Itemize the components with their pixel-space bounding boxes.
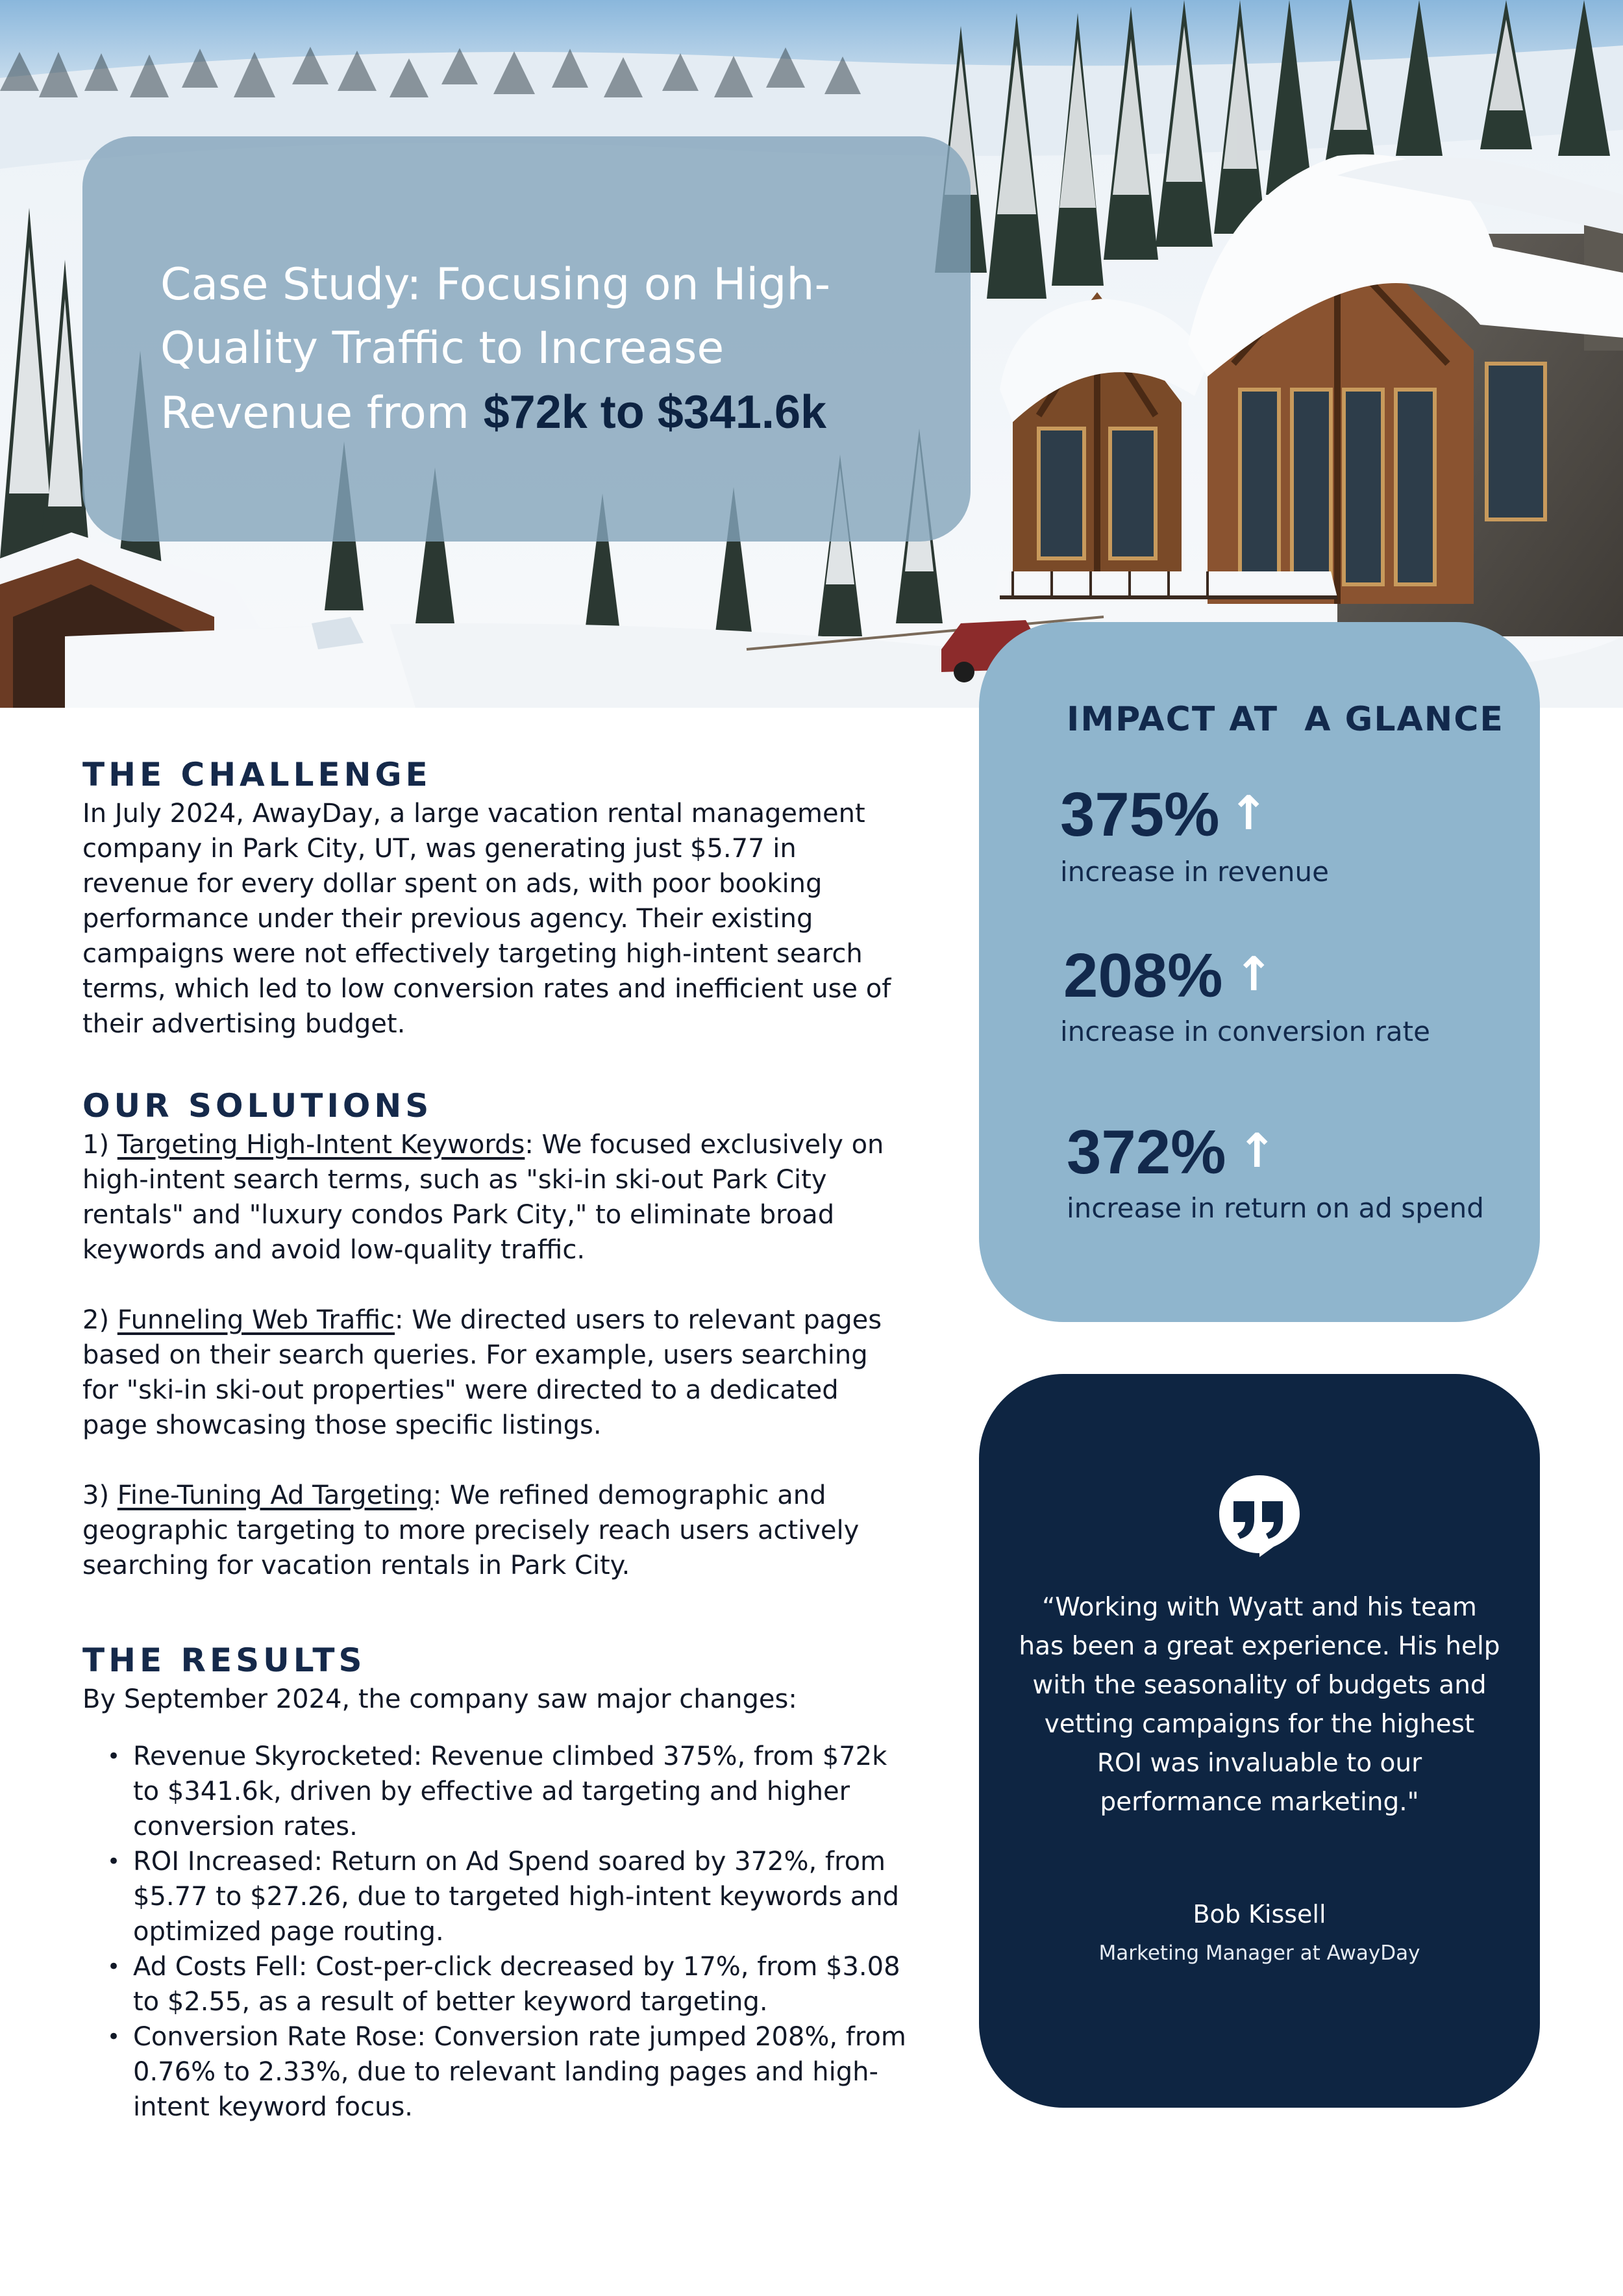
title-card (82, 136, 971, 542)
list-item (82, 2019, 907, 2125)
solution-item (82, 1127, 907, 1267)
testimonial-card (979, 1374, 1540, 2108)
stat-label-revenue: increase in revenue (1060, 856, 1329, 888)
stat-value-revenue: 375% (1060, 780, 1220, 849)
result-text: : Conversion rate jumped 208%, from 0.76% to 2.33%, due to relevant landing pages and high-intent keyword focus. (133, 2022, 906, 2122)
solution-number: 3) (82, 1480, 118, 1510)
page-title (160, 253, 926, 445)
stat-value-conversion: 208% (1063, 941, 1223, 1010)
list-item (82, 1844, 907, 1949)
solution-item (82, 1303, 907, 1443)
quote-icon (1215, 1471, 1304, 1560)
arrow-up-icon: ↑ (1234, 947, 1274, 1001)
results-heading: THE RESULTS (82, 1641, 366, 1679)
solution-title: Funneling Web Traffic (117, 1305, 395, 1335)
solution-text: : We directed users to relevant pages based on their search queries. For example, users searching for "ski-in ski-out properties" were directed to a dedicated page showcasing those specific listings. (82, 1305, 882, 1440)
testimonial-quote: “Working with Wyatt and his team has been a great experience. His help with the seasonality of budgets and vetting campaigns for the highest ROI was invaluable to our performance marketing." (1019, 1593, 1500, 1817)
main-content (82, 753, 907, 2125)
stat-label-roas: increase in return on ad spend (1067, 1192, 1484, 1224)
result-text: : Cost-per-click decreased by 17%, from $3.08 to $2.55, as a result of better keyword targeting. (133, 1952, 900, 2017)
stat-label-conversion: increase in conversion rate (1060, 1016, 1430, 1047)
testimonial-role: Marketing Manager at AwayDay (1098, 1941, 1420, 1965)
solution-item (82, 1478, 907, 1583)
solution-text: : We focused exclusively on high-intent search terms, such as "ski-in ski-out Park City rentals" and "luxury condos Park City," to eliminate broad keywords and avoid low-quality traffic. (82, 1130, 884, 1265)
solution-number: 2) (82, 1305, 118, 1335)
result-text: : Return on Ad Spend soared by 372%, from $5.77 to $27.26, due to targeted high-intent keywords and optimized page routing. (133, 1847, 900, 1947)
page-title-highlight: $72k to $341.6k (483, 386, 827, 438)
result-lead: Ad Costs Fell (133, 1952, 299, 1982)
arrow-up-icon: ↑ (1229, 786, 1269, 840)
challenge-heading: THE CHALLENGE (82, 756, 432, 793)
solution-text: : We refined demographic and geographic targeting to more precisely reach users actively searching for vacation rentals in Park City. (82, 1480, 860, 1580)
testimonial-name: Bob Kissell (1193, 1900, 1326, 1928)
result-lead: Conversion Rate Rose (133, 2022, 417, 2052)
results-intro: By September 2024, the company saw major changes: (82, 1684, 797, 1714)
stat-value-roas: 372% (1067, 1117, 1226, 1187)
impact-card (979, 622, 1540, 1322)
result-text: : Revenue climbed 375%, from $72k to $341.6k, driven by effective ad targeting and higher conversion rates. (133, 1741, 887, 1841)
impact-title: IMPACT AT A GLANCE (1067, 700, 1504, 739)
solution-title: Targeting High-Intent Keywords (117, 1130, 525, 1160)
list-item (82, 1739, 907, 1844)
solutions-heading: OUR SOLUTIONS (82, 1087, 433, 1125)
result-lead: ROI Increased (133, 1847, 314, 1877)
solution-title: Fine-Tuning Ad Targeting (117, 1480, 433, 1510)
arrow-up-icon: ↑ (1237, 1123, 1277, 1178)
page-title-prefix: Case Study: Focusing on High-Quality Traffic to Increase Revenue from (160, 259, 831, 439)
challenge-text: In July 2024, AwayDay, a large vacation rental management company in Park City, UT, was generating just $5.77 in revenue for every dollar spent on ads, with poor booking performance under their previous agency. Their existing campaigns were not effectively targeting high-intent search terms, which led to low conversion rates and inefficient use of their advertising budget. (82, 799, 891, 1039)
solution-number: 1) (82, 1130, 118, 1160)
result-lead: Revenue Skyrocketed (133, 1741, 414, 1771)
list-item (82, 1949, 907, 2019)
hero-banner (0, 0, 1623, 708)
results-list (82, 1739, 907, 2125)
